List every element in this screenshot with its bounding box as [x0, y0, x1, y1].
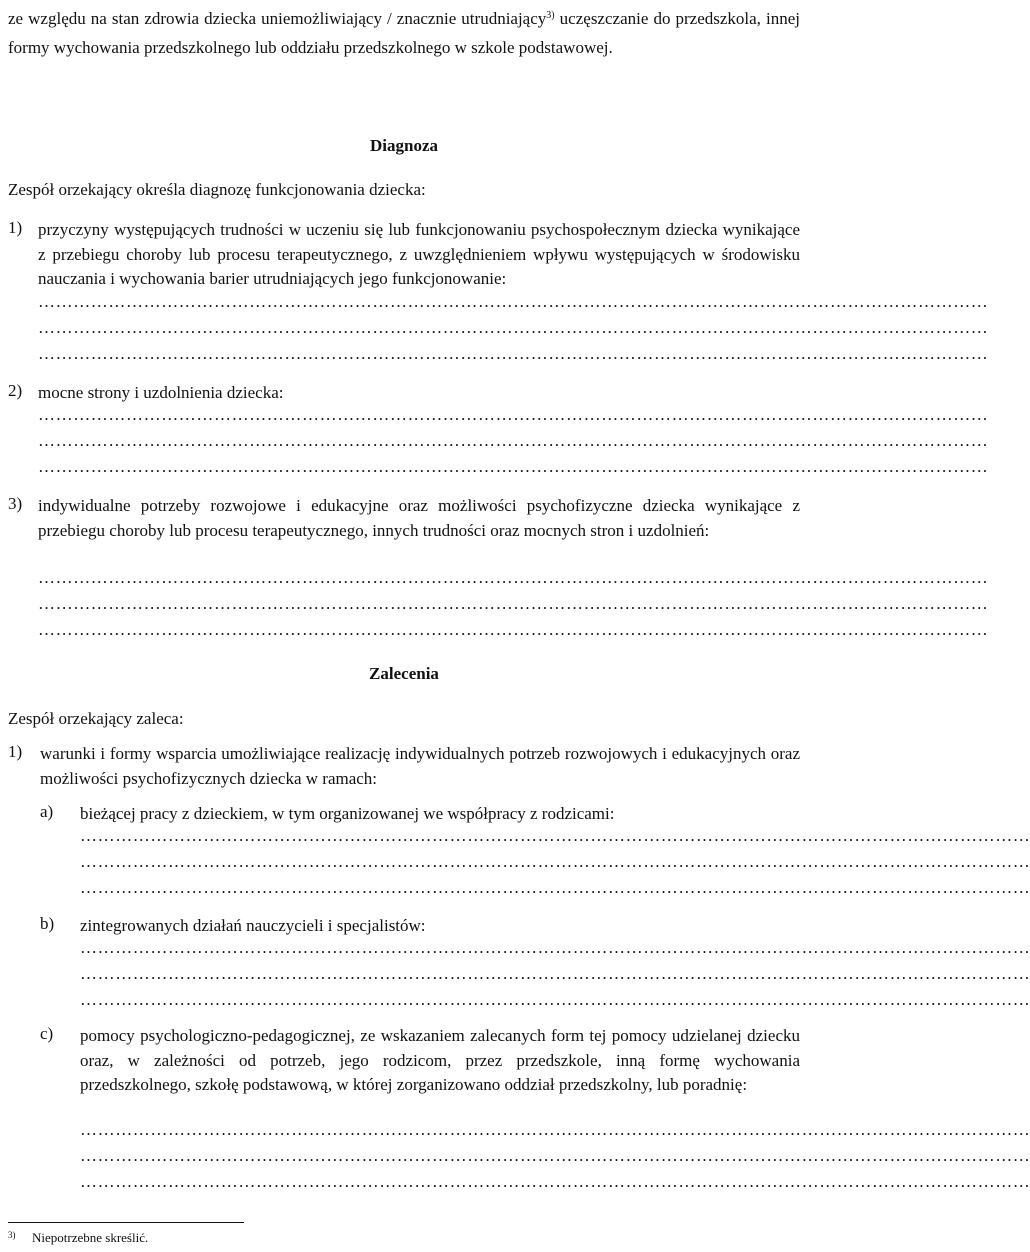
intro-paragraph: [8, 5, 800, 62]
diagnoza-item-1-number: 1): [8, 218, 23, 237]
diagnoza-item-2-number: 2): [8, 381, 23, 400]
footnote-mark: 3): [8, 1230, 16, 1240]
zalecenia-item-1-number: 1): [8, 742, 23, 761]
diagnoza-item-3-number: 3): [8, 494, 23, 513]
fill-line[interactable]: ………………………………………………………………………………………………………………………………………………: [38, 568, 989, 587]
fill-line[interactable]: ………………………………………………………………………………………………………………………………………………: [38, 431, 989, 450]
fill-line[interactable]: ………………………………………………………………………………………………………………………………………………: [38, 457, 989, 476]
fill-line[interactable]: ………………………………………………………………………………………………………………………………………………: [80, 1146, 1030, 1165]
intro-text-before: ze względu na stan zdrowia dziecka uniemożliwiający / znacznie utrudniający: [8, 9, 547, 28]
zalecenia-heading: Zalecenia: [369, 664, 439, 683]
subitem-b-text: zintegrowanych działań nauczycieli i specjalistów:: [80, 916, 426, 935]
fill-line[interactable]: ………………………………………………………………………………………………………………………………………………: [38, 594, 989, 613]
zalecenia-lead: Zespół orzekający zaleca:: [8, 709, 184, 728]
subitem-a-text: bieżącej pracy z dzieckiem, w tym organizowanej we współpracy z rodzicami:: [80, 804, 615, 823]
diagnoza-item-2-text: mocne strony i uzdolnienia dziecka:: [38, 383, 284, 402]
fill-line[interactable]: ………………………………………………………………………………………………………………………………………………: [38, 292, 989, 311]
fill-line[interactable]: ………………………………………………………………………………………………………………………………………………: [38, 620, 989, 639]
fill-line[interactable]: ………………………………………………………………………………………………………………………………………………: [38, 318, 989, 337]
subitem-c-letter: c): [40, 1024, 54, 1043]
fill-line[interactable]: ………………………………………………………………………………………………………………………………………………: [80, 964, 1030, 983]
footnote-text: Niepotrzebne skreślić.: [32, 1230, 149, 1245]
footnote-divider: [8, 1222, 244, 1223]
fill-line[interactable]: ………………………………………………………………………………………………………………………………………………: [80, 938, 1030, 957]
fill-line[interactable]: ………………………………………………………………………………………………………………………………………………: [38, 405, 989, 424]
diagnoza-item-3-text: indywidualne potrzeby rozwojowe i edukacyjne oraz możliwości psychofizyczne dziecka wynikające z przebiegu choroby lub procesu terapeutycznego, innych trudności oraz mocnych stron i uzdolnień:: [38, 496, 800, 540]
footnote-ref: 3): [546, 10, 555, 21]
fill-line[interactable]: ………………………………………………………………………………………………………………………………………………: [80, 990, 1030, 1009]
diagnoza-item-1-text: przyczyny występujących trudności w uczeniu się lub funkcjonowaniu psychospołecznym dziecka wynikające z przebiegu choroby lub procesu terapeutycznego, z uwzględnieniem wpływu występujących w środowisku nauczania i wychowania barier utrudniających jego funkcjonowanie:: [38, 220, 800, 288]
intro-text-after: uczęszczanie do przedszkola, innej formy wychowania przedszkolnego lub oddziału przedszkolnego w szkole podstawowej.: [8, 9, 800, 57]
diagnoza-lead: Zespół orzekający określa diagnozę funkcjonowania dziecka:: [8, 180, 426, 199]
subitem-a-letter: a): [40, 802, 54, 821]
fill-line[interactable]: ………………………………………………………………………………………………………………………………………………: [80, 852, 1030, 871]
diagnoza-heading: Diagnoza: [370, 136, 438, 155]
fill-line[interactable]: ………………………………………………………………………………………………………………………………………………: [38, 344, 989, 363]
zalecenia-item-1-text: warunki i formy wsparcia umożliwiające realizację indywidualnych potrzeb rozwojowych i edukacyjnych oraz możliwości psychofizycznych dziecka w ramach:: [40, 744, 800, 788]
subitem-b-letter: b): [40, 914, 55, 933]
fill-line[interactable]: ………………………………………………………………………………………………………………………………………………: [80, 1120, 1030, 1139]
fill-line[interactable]: ………………………………………………………………………………………………………………………………………………: [80, 878, 1030, 897]
subitem-c-text: pomocy psychologiczno-pedagogicznej, ze wskazaniem zalecanych form tej pomocy udzielanej dziecku oraz, w zależności od potrzeb, jego rodzicom, przez przedszkole, inną formę wychowania przedszkolnego, szkołę podstawową, w której zorganizowano oddział przedszkolny, lub poradnię:: [80, 1026, 800, 1094]
fill-line[interactable]: ………………………………………………………………………………………………………………………………………………: [80, 1172, 1030, 1191]
fill-line[interactable]: ………………………………………………………………………………………………………………………………………………: [80, 826, 1030, 845]
